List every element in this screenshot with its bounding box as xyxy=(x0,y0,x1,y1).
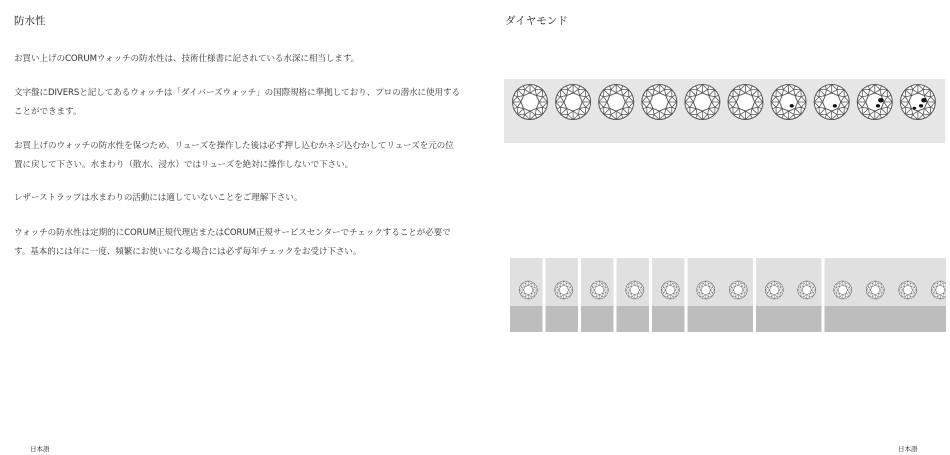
inclusion-mark xyxy=(790,104,794,107)
round-brilliant-diamond-icon xyxy=(899,281,917,299)
inclusion-mark xyxy=(919,104,923,107)
round-brilliant-diamond-icon xyxy=(661,281,679,299)
round-brilliant-diamond-icon xyxy=(814,85,849,120)
round-brilliant-diamond-icon xyxy=(697,281,715,299)
footer-language-right: 日本語 xyxy=(898,445,918,453)
diamond-title: ダイヤモンド xyxy=(505,15,568,27)
footer-language-left: 日本語 xyxy=(30,445,50,453)
round-brilliant-diamond-icon xyxy=(590,281,608,299)
paragraph-5: ウォッチの防水性は定期的にCORUM正規代理店またはCORUM正規サービスセンターでチェックすることが必要です。基本的には年に一度、頻繁にお使いになる場合には必ず毎年チェックをお受け下さい。 xyxy=(14,228,451,257)
diamond-clarity-strip xyxy=(504,79,945,143)
round-brilliant-diamond-icon xyxy=(513,85,548,120)
paragraph-4: レザーストラップは水まわりの活動には適していないことをご理解下さい。 xyxy=(14,193,303,203)
inclusion-mark xyxy=(833,104,837,107)
diamond-grade-table xyxy=(510,258,946,332)
round-brilliant-diamond-icon xyxy=(556,85,591,120)
round-brilliant-diamond-icon xyxy=(555,281,573,299)
right-page xyxy=(475,0,950,455)
diamond-clarity-illustration xyxy=(504,79,945,143)
round-brilliant-diamond-icon xyxy=(626,281,644,299)
round-brilliant-diamond-icon xyxy=(519,281,537,299)
round-brilliant-diamond-icon xyxy=(798,281,816,299)
round-brilliant-diamond-icon xyxy=(857,85,892,120)
paragraph-1: お買い上げのCORUMウォッチの防水性は、技術仕様書に記されている水深に相当します。 xyxy=(14,54,360,64)
round-brilliant-diamond-icon xyxy=(642,85,677,120)
paragraph-2: 文字盤にDIVERSと記してあるウォッチは「ダイバーズウォッチ」の国際規格に準拠しており、プロの潜水に使用することができます。 xyxy=(14,88,461,117)
diamond-grade-illustration xyxy=(510,258,946,332)
round-brilliant-diamond-icon xyxy=(866,281,884,299)
water-resistance-title: 防水性 xyxy=(14,15,46,27)
inclusion-mark xyxy=(878,98,884,102)
paragraph-3: お買上げのウォッチの防水性を保つため、リューズを操作した後は必ず押し込むかネジ込むかしてリューズを元の位置に戻して下さい。水まわり（散水、浸水）ではリューズを絶対に操作しないで下さい。 xyxy=(14,141,454,170)
round-brilliant-diamond-icon xyxy=(729,281,747,299)
inclusion-mark xyxy=(876,104,880,107)
inclusion-mark xyxy=(913,107,917,110)
round-brilliant-diamond-icon xyxy=(599,85,634,120)
round-brilliant-diamond-icon xyxy=(771,85,806,120)
round-brilliant-diamond-icon xyxy=(765,281,783,299)
round-brilliant-diamond-icon xyxy=(834,281,852,299)
round-brilliant-diamond-icon xyxy=(685,85,720,120)
inclusion-mark xyxy=(921,98,927,102)
round-brilliant-diamond-icon xyxy=(900,85,935,120)
round-brilliant-diamond-icon xyxy=(728,85,763,120)
